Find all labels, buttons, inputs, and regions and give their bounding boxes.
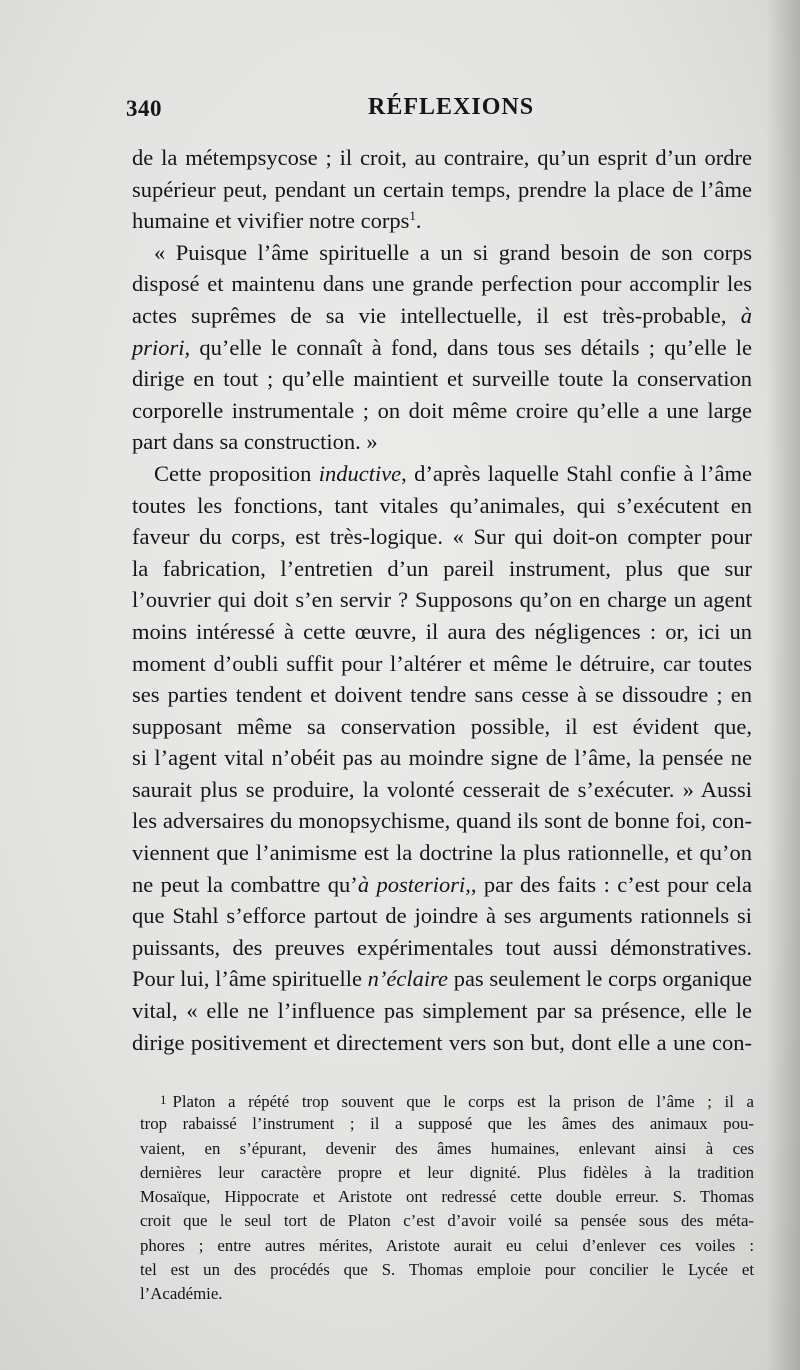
text-fragment: Platon a répété trop souvent que le corps est la prison de l’âme ; il a — [172, 1092, 754, 1111]
text-line: disposé et maintenu dans une grande perfection pour accomplir les — [132, 271, 752, 297]
text-fragment: Cette proposition — [154, 460, 312, 486]
footnote-line: tel est un des procédés que S. Thomas emploie pour concilier le Lycée et — [140, 1260, 754, 1280]
text-line: dirige en tout ; qu’elle maintient et surveille toute la conservation — [132, 366, 752, 392]
text-line: la fabrication, l’entretien d’un pareil instrument, plus que sur — [132, 555, 752, 581]
text-line — [132, 332, 752, 364]
italic-text: à — [740, 302, 752, 328]
main-text — [132, 142, 752, 1058]
text-line: toutes les fonctions, tant vitales qu’animales, qui s’exécutent en — [132, 492, 752, 518]
text-line: corporelle instrumentale ; on doit même croire qu’elle a une large — [132, 397, 752, 423]
footnote-line: phores ; entre autres mérites, Aristote aurait eu celui d’enlever ces voiles : — [140, 1235, 754, 1255]
text-line: « Puisque l’âme spirituelle a un si grand besoin de son corps — [154, 239, 752, 265]
text-fragment: , par des faits : c’est pour cela — [470, 871, 752, 897]
text-line: part dans sa construction. » — [132, 429, 378, 455]
text-fragment: humaine et vivifier notre corps — [132, 208, 410, 234]
text-line: supposant même sa conservation possible, il est évident que, — [132, 713, 752, 739]
footnote-line — [140, 1088, 754, 1112]
text-line: ses parties tendent et doivent tendre sans cesse à se dissoudre ; en — [132, 682, 752, 708]
text-fragment: Pour lui, l’âme spirituelle — [132, 966, 363, 992]
text-line — [132, 458, 752, 490]
text-line: viennent que l’animisme est la doctrine la plus rationnelle, et qu’on — [132, 840, 752, 866]
text-line: humaine et vivifier notre corps$^1$. — [132, 208, 422, 234]
footnote-reference[interactable]: 1 — [409, 208, 416, 224]
text-line: saurait plus se produire, la volonté cesserait de s’exécuter. » Aussi — [132, 776, 752, 802]
footnote-line: trop rabaissé l’instrument ; il a supposé que les âmes des animaux pou- — [140, 1114, 754, 1134]
page-number: 340 — [126, 96, 162, 121]
text-line: faveur du corps, est très-logique. « Sur qui doit-on compter pour — [132, 524, 752, 550]
italic-text: à posteriori, — [357, 871, 471, 897]
text-line — [132, 869, 752, 901]
text-fragment: , d’après laquelle Stahl confie à l’âme — [401, 460, 752, 486]
text-line: l’ouvrier qui doit s’en servir ? Supposons qu’on en charge un agent — [132, 587, 752, 613]
footnote-line: l’Académie. — [140, 1284, 223, 1304]
text-line: puissants, des preuves expérimentales tout aussi démonstratives. — [132, 934, 752, 960]
text-line: dirige positivement et directement vers son but, dont elle a une con- — [132, 1029, 752, 1055]
footnote-marker: 1 — [160, 1092, 167, 1107]
text-line — [132, 300, 752, 332]
text-fragment: actes suprêmes de sa vie intellectuelle, il est très-probable, — [132, 302, 727, 328]
text-line: les adversaires du monopsychisme, quand ils sont de bonne foi, con- — [132, 808, 752, 834]
text-line: si l’agent vital n’obéit pas au moindre signe de l’âme, la pensée ne — [132, 745, 752, 771]
text-line: que Stahl s’efforce partout de joindre à ses arguments rationnels si — [132, 903, 752, 929]
running-title: RÉFLEXIONS — [368, 94, 535, 120]
text-line: de la métempsycose ; il croit, au contraire, qu’un esprit d’un ordre — [132, 145, 752, 170]
italic-text: inductive — [318, 460, 402, 486]
text-fragment: qu’elle le connaît à fond, dans tous ses détails ; qu’elle le — [199, 334, 753, 360]
running-header — [122, 94, 742, 128]
footnote-line: vaient, en s’épurant, devenir des âmes humaines, enlevant ainsi à ces — [140, 1138, 754, 1158]
page-shadow — [766, 0, 800, 1370]
footnote-block — [140, 1088, 754, 1307]
footnote-line: Mosaïque, Hippocrate et Aristote ont redressé cette double erreur. S. Thomas — [140, 1187, 754, 1207]
text-line: supérieur peut, pendant un certain temps, prendre la place de l’âme — [132, 176, 752, 202]
text-line: moins intéressé à cette œuvre, il aura des négligences : or, ici un — [132, 618, 752, 644]
text-line: vital, « elle ne l’influence pas simplement par sa présence, elle le — [132, 998, 752, 1024]
text-fragment: ne peut la combattre qu’ — [132, 871, 358, 897]
italic-text: n’éclaire — [367, 966, 449, 992]
footnote-line: dernières leur caractère propre et leur dignité. Plus fidèles à la tradition — [140, 1162, 754, 1182]
text-line: moment d’oubli suffit pour l’altérer et même le détruire, car toutes — [132, 650, 752, 676]
footnote-line: croit que le seul tort de Platon c’est d’avoir voilé sa pensée sous des méta- — [140, 1211, 754, 1231]
text-fragment: pas seulement le corps organique — [453, 966, 752, 992]
italic-text: priori, — [132, 334, 191, 360]
text-line — [132, 963, 752, 995]
